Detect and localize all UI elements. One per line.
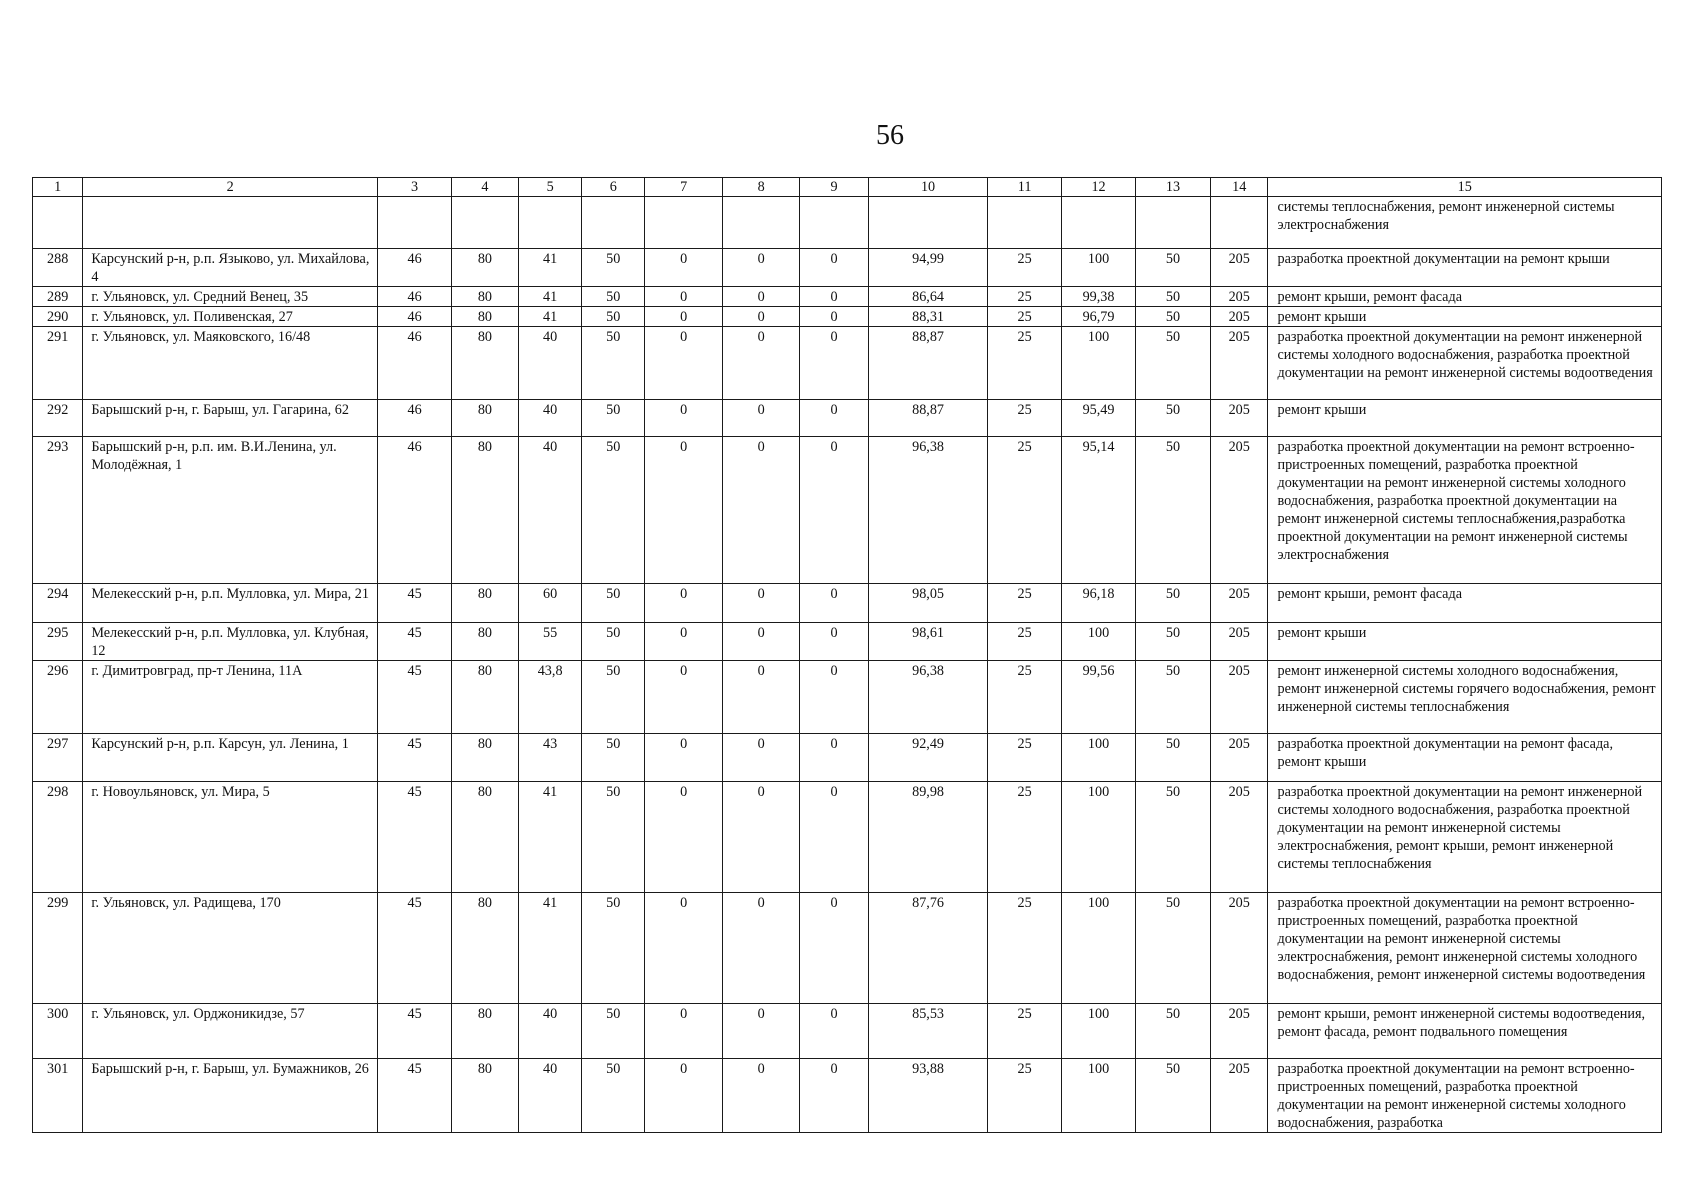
row-number-cell: 298 — [33, 782, 83, 893]
value-col-11-cell: 25 — [988, 1059, 1062, 1133]
address-cell: Барышский р-н, г. Барыш, ул. Бумажников, 26 — [83, 1059, 378, 1133]
value-col-6-cell: 50 — [582, 893, 645, 1004]
value-col-12-cell: 96,18 — [1062, 584, 1136, 623]
row-number-cell: 301 — [33, 1059, 83, 1133]
value-col-12-cell: 100 — [1062, 249, 1136, 287]
value-col-11-cell: 25 — [988, 734, 1062, 782]
address-cell: Карсунский р-н, р.п. Карсун, ул. Ленина, 1 — [83, 734, 378, 782]
table-row — [33, 1004, 1662, 1059]
value-col-12-cell — [1062, 197, 1136, 249]
value-col-14-cell: 205 — [1210, 661, 1268, 734]
value-col-9-cell: 0 — [800, 249, 869, 287]
header-row — [33, 178, 1662, 197]
program-table — [32, 177, 1662, 1133]
row-number-cell: 300 — [33, 1004, 83, 1059]
value-col-5-cell: 40 — [518, 400, 582, 437]
value-col-4-cell: 80 — [452, 307, 519, 327]
row-number-cell: 294 — [33, 584, 83, 623]
value-col-14-cell: 205 — [1210, 1059, 1268, 1133]
value-col-11-cell: 25 — [988, 327, 1062, 400]
header-col-3: 3 — [378, 178, 452, 197]
value-col-3-cell: 45 — [378, 661, 452, 734]
table-row — [33, 893, 1662, 1004]
header-col-4: 4 — [452, 178, 519, 197]
row-number-cell: 296 — [33, 661, 83, 734]
value-col-7-cell: 0 — [645, 661, 723, 734]
value-col-5-cell: 41 — [518, 287, 582, 307]
value-col-14-cell: 205 — [1210, 584, 1268, 623]
value-col-9-cell: 0 — [800, 623, 869, 661]
value-col-5-cell: 40 — [518, 327, 582, 400]
table-row — [33, 400, 1662, 437]
address-cell: Карсунский р-н, р.п. Языково, ул. Михайлова, 4 — [83, 249, 378, 287]
page-number: 56 — [876, 120, 904, 151]
header-col-7: 7 — [645, 178, 723, 197]
value-col-5-cell — [518, 197, 582, 249]
value-col-10-cell: 85,53 — [868, 1004, 987, 1059]
value-col-7-cell — [645, 197, 723, 249]
row-number-cell: 299 — [33, 893, 83, 1004]
value-col-4-cell: 80 — [452, 893, 519, 1004]
table-row — [33, 287, 1662, 307]
row-number-cell: 290 — [33, 307, 83, 327]
value-col-3-cell: 45 — [378, 893, 452, 1004]
value-col-8-cell — [723, 197, 800, 249]
value-col-13-cell: 50 — [1136, 437, 1211, 584]
value-col-10-cell: 88,31 — [868, 307, 987, 327]
value-col-8-cell: 0 — [723, 893, 800, 1004]
value-col-8-cell: 0 — [723, 782, 800, 893]
value-col-7-cell: 0 — [645, 623, 723, 661]
value-col-9-cell — [800, 197, 869, 249]
value-col-3-cell: 45 — [378, 1004, 452, 1059]
work-types-cell: ремонт крыши — [1268, 307, 1662, 327]
value-col-12-cell: 100 — [1062, 782, 1136, 893]
table-row — [33, 327, 1662, 400]
address-cell: Мелекесский р-н, р.п. Мулловка, ул. Клубная, 12 — [83, 623, 378, 661]
value-col-6-cell: 50 — [582, 1004, 645, 1059]
value-col-8-cell: 0 — [723, 1059, 800, 1133]
value-col-7-cell: 0 — [645, 287, 723, 307]
header-col-15: 15 — [1268, 178, 1662, 197]
value-col-3-cell: 45 — [378, 734, 452, 782]
value-col-11-cell: 25 — [988, 400, 1062, 437]
value-col-11-cell: 25 — [988, 307, 1062, 327]
address-cell: Барышский р-н, р.п. им. В.И.Ленина, ул. Молодёжная, 1 — [83, 437, 378, 584]
value-col-11-cell: 25 — [988, 623, 1062, 661]
value-col-3-cell: 46 — [378, 437, 452, 584]
value-col-10-cell: 93,88 — [868, 1059, 987, 1133]
table-row — [33, 734, 1662, 782]
value-col-3-cell — [378, 197, 452, 249]
work-types-cell: ремонт крыши — [1268, 400, 1662, 437]
value-col-11-cell: 25 — [988, 661, 1062, 734]
value-col-8-cell: 0 — [723, 307, 800, 327]
value-col-9-cell: 0 — [800, 584, 869, 623]
value-col-4-cell: 80 — [452, 1059, 519, 1133]
header-col-14: 14 — [1210, 178, 1268, 197]
value-col-14-cell: 205 — [1210, 327, 1268, 400]
value-col-13-cell: 50 — [1136, 1004, 1211, 1059]
value-col-12-cell: 100 — [1062, 734, 1136, 782]
value-col-9-cell: 0 — [800, 734, 869, 782]
value-col-14-cell: 205 — [1210, 287, 1268, 307]
work-types-cell: разработка проектной документации на ремонт инженерной системы холодного водоснабжения, разработка проектной документации на ремонт инженерной системы электроснабжения, ремонт крыши, ремонт инженерной системы теплоснабжения — [1268, 782, 1662, 893]
work-types-cell: ремонт инженерной системы холодного водоснабжения, ремонт инженерной системы горячего водоснабжения, ремонт инженерной системы теплоснабжения — [1268, 661, 1662, 734]
value-col-7-cell: 0 — [645, 734, 723, 782]
value-col-10-cell: 88,87 — [868, 400, 987, 437]
value-col-5-cell: 43 — [518, 734, 582, 782]
value-col-8-cell: 0 — [723, 287, 800, 307]
table-row — [33, 307, 1662, 327]
value-col-10-cell: 98,61 — [868, 623, 987, 661]
address-cell: Барышский р-н, г. Барыш, ул. Гагарина, 62 — [83, 400, 378, 437]
value-col-10-cell: 87,76 — [868, 893, 987, 1004]
work-types-cell: ремонт крыши, ремонт фасада — [1268, 584, 1662, 623]
value-col-13-cell: 50 — [1136, 734, 1211, 782]
value-col-14-cell: 205 — [1210, 1004, 1268, 1059]
value-col-11-cell: 25 — [988, 893, 1062, 1004]
address-cell: г. Димитровград, пр-т Ленина, 11А — [83, 661, 378, 734]
row-number-cell: 288 — [33, 249, 83, 287]
value-col-10-cell — [868, 197, 987, 249]
value-col-10-cell: 89,98 — [868, 782, 987, 893]
value-col-13-cell: 50 — [1136, 584, 1211, 623]
value-col-7-cell: 0 — [645, 437, 723, 584]
value-col-6-cell: 50 — [582, 327, 645, 400]
address-cell: г. Ульяновск, ул. Маяковского, 16/48 — [83, 327, 378, 400]
work-types-cell: разработка проектной документации на ремонт встроенно-пристроенных помещений, разработка проектной документации на ремонт инженерной системы холодного водоснабжения, разработка проектной документации на ремонт инженерной системы теплоснабжения,разработка проектной документации на ремонт инженерной системы электроснабжения — [1268, 437, 1662, 584]
value-col-13-cell: 50 — [1136, 661, 1211, 734]
value-col-10-cell: 94,99 — [868, 249, 987, 287]
value-col-8-cell: 0 — [723, 734, 800, 782]
header-col-12: 12 — [1062, 178, 1136, 197]
value-col-12-cell: 100 — [1062, 327, 1136, 400]
row-number-cell: 297 — [33, 734, 83, 782]
value-col-12-cell: 99,38 — [1062, 287, 1136, 307]
value-col-6-cell: 50 — [582, 584, 645, 623]
table-row — [33, 782, 1662, 893]
value-col-8-cell: 0 — [723, 327, 800, 400]
value-col-9-cell: 0 — [800, 307, 869, 327]
value-col-5-cell: 40 — [518, 1059, 582, 1133]
value-col-4-cell: 80 — [452, 249, 519, 287]
table-row — [33, 249, 1662, 287]
value-col-9-cell: 0 — [800, 400, 869, 437]
value-col-7-cell: 0 — [645, 1004, 723, 1059]
table-row — [33, 197, 1662, 249]
value-col-11-cell: 25 — [988, 584, 1062, 623]
value-col-14-cell: 205 — [1210, 734, 1268, 782]
value-col-6-cell: 50 — [582, 400, 645, 437]
work-types-cell: разработка проектной документации на ремонт инженерной системы холодного водоснабжения, разработка проектной документации на ремонт инженерной системы водоотведения — [1268, 327, 1662, 400]
value-col-6-cell: 50 — [582, 249, 645, 287]
value-col-10-cell: 86,64 — [868, 287, 987, 307]
value-col-7-cell: 0 — [645, 1059, 723, 1133]
value-col-3-cell: 46 — [378, 327, 452, 400]
value-col-10-cell: 98,05 — [868, 584, 987, 623]
value-col-6-cell: 50 — [582, 1059, 645, 1133]
address-cell: г. Ульяновск, ул. Средний Венец, 35 — [83, 287, 378, 307]
value-col-6-cell: 50 — [582, 307, 645, 327]
value-col-8-cell: 0 — [723, 437, 800, 584]
value-col-13-cell: 50 — [1136, 249, 1211, 287]
value-col-12-cell: 95,49 — [1062, 400, 1136, 437]
value-col-9-cell: 0 — [800, 1004, 869, 1059]
value-col-5-cell: 60 — [518, 584, 582, 623]
value-col-3-cell: 45 — [378, 623, 452, 661]
address-cell: г. Ульяновск, ул. Орджоникидзе, 57 — [83, 1004, 378, 1059]
value-col-7-cell: 0 — [645, 400, 723, 437]
table-row — [33, 661, 1662, 734]
row-number-cell: 289 — [33, 287, 83, 307]
value-col-6-cell: 50 — [582, 661, 645, 734]
value-col-6-cell: 50 — [582, 623, 645, 661]
value-col-8-cell: 0 — [723, 661, 800, 734]
row-number-cell — [33, 197, 83, 249]
value-col-5-cell: 55 — [518, 623, 582, 661]
value-col-4-cell: 80 — [452, 782, 519, 893]
value-col-5-cell: 40 — [518, 437, 582, 584]
value-col-10-cell: 88,87 — [868, 327, 987, 400]
row-number-cell: 291 — [33, 327, 83, 400]
value-col-4-cell: 80 — [452, 584, 519, 623]
value-col-13-cell: 50 — [1136, 307, 1211, 327]
value-col-12-cell: 100 — [1062, 623, 1136, 661]
value-col-11-cell: 25 — [988, 249, 1062, 287]
table-row — [33, 1059, 1662, 1133]
value-col-5-cell: 41 — [518, 782, 582, 893]
value-col-3-cell: 46 — [378, 400, 452, 437]
address-cell: г. Ульяновск, ул. Радищева, 170 — [83, 893, 378, 1004]
value-col-11-cell: 25 — [988, 782, 1062, 893]
work-types-cell: ремонт крыши, ремонт инженерной системы водоотведения, ремонт фасада, ремонт подвального помещения — [1268, 1004, 1662, 1059]
value-col-14-cell: 205 — [1210, 893, 1268, 1004]
value-col-5-cell: 41 — [518, 307, 582, 327]
value-col-7-cell: 0 — [645, 893, 723, 1004]
value-col-13-cell: 50 — [1136, 893, 1211, 1004]
value-col-14-cell — [1210, 197, 1268, 249]
value-col-4-cell — [452, 197, 519, 249]
header-col-13: 13 — [1136, 178, 1211, 197]
value-col-4-cell: 80 — [452, 400, 519, 437]
table-row — [33, 584, 1662, 623]
value-col-12-cell: 96,79 — [1062, 307, 1136, 327]
value-col-3-cell: 46 — [378, 249, 452, 287]
value-col-12-cell: 95,14 — [1062, 437, 1136, 584]
header-col-8: 8 — [723, 178, 800, 197]
address-cell: Мелекесский р-н, р.п. Мулловка, ул. Мира, 21 — [83, 584, 378, 623]
value-col-8-cell: 0 — [723, 400, 800, 437]
value-col-3-cell: 46 — [378, 287, 452, 307]
value-col-5-cell: 43,8 — [518, 661, 582, 734]
address-cell: г. Новоульяновск, ул. Мира, 5 — [83, 782, 378, 893]
work-types-cell: ремонт крыши — [1268, 623, 1662, 661]
value-col-10-cell: 96,38 — [868, 437, 987, 584]
value-col-4-cell: 80 — [452, 437, 519, 584]
value-col-14-cell: 205 — [1210, 623, 1268, 661]
value-col-14-cell: 205 — [1210, 249, 1268, 287]
value-col-9-cell: 0 — [800, 437, 869, 584]
value-col-10-cell: 96,38 — [868, 661, 987, 734]
header-col-2: 2 — [83, 178, 378, 197]
value-col-9-cell: 0 — [800, 893, 869, 1004]
value-col-8-cell: 0 — [723, 623, 800, 661]
table-body — [33, 178, 1662, 1133]
value-col-5-cell: 41 — [518, 893, 582, 1004]
value-col-3-cell: 45 — [378, 584, 452, 623]
value-col-9-cell: 0 — [800, 327, 869, 400]
value-col-5-cell: 41 — [518, 249, 582, 287]
work-types-cell: разработка проектной документации на ремонт фасада, ремонт крыши — [1268, 734, 1662, 782]
work-types-cell: системы теплоснабжения, ремонт инженерной системы электроснабжения — [1268, 197, 1662, 249]
value-col-9-cell: 0 — [800, 287, 869, 307]
row-number-cell: 292 — [33, 400, 83, 437]
value-col-7-cell: 0 — [645, 307, 723, 327]
header-col-6: 6 — [582, 178, 645, 197]
value-col-12-cell: 100 — [1062, 893, 1136, 1004]
header-col-9: 9 — [800, 178, 869, 197]
value-col-14-cell: 205 — [1210, 400, 1268, 437]
value-col-14-cell: 205 — [1210, 782, 1268, 893]
value-col-11-cell: 25 — [988, 437, 1062, 584]
value-col-14-cell: 205 — [1210, 307, 1268, 327]
value-col-4-cell: 80 — [452, 623, 519, 661]
value-col-9-cell: 0 — [800, 1059, 869, 1133]
value-col-7-cell: 0 — [645, 782, 723, 893]
value-col-8-cell: 0 — [723, 249, 800, 287]
value-col-3-cell: 46 — [378, 307, 452, 327]
value-col-12-cell: 100 — [1062, 1004, 1136, 1059]
address-cell: г. Ульяновск, ул. Поливенская, 27 — [83, 307, 378, 327]
work-types-cell: разработка проектной документации на ремонт крыши — [1268, 249, 1662, 287]
value-col-11-cell — [988, 197, 1062, 249]
work-types-cell: разработка проектной документации на ремонт встроенно-пристроенных помещений, разработка проектной документации на ремонт инженерной системы электроснабжения, ремонт инженерной системы холодного водоснабжения, ремонт инженерной системы водоотведения — [1268, 893, 1662, 1004]
value-col-3-cell: 45 — [378, 782, 452, 893]
value-col-11-cell: 25 — [988, 1004, 1062, 1059]
row-number-cell: 293 — [33, 437, 83, 584]
value-col-9-cell: 0 — [800, 782, 869, 893]
value-col-6-cell: 50 — [582, 782, 645, 893]
value-col-11-cell: 25 — [988, 287, 1062, 307]
table-row — [33, 623, 1662, 661]
value-col-7-cell: 0 — [645, 327, 723, 400]
value-col-3-cell: 45 — [378, 1059, 452, 1133]
value-col-5-cell: 40 — [518, 1004, 582, 1059]
value-col-4-cell: 80 — [452, 287, 519, 307]
header-col-10: 10 — [868, 178, 987, 197]
value-col-13-cell: 50 — [1136, 623, 1211, 661]
value-col-6-cell: 50 — [582, 287, 645, 307]
work-types-cell: ремонт крыши, ремонт фасада — [1268, 287, 1662, 307]
value-col-4-cell: 80 — [452, 661, 519, 734]
value-col-8-cell: 0 — [723, 1004, 800, 1059]
value-col-12-cell: 99,56 — [1062, 661, 1136, 734]
value-col-6-cell — [582, 197, 645, 249]
value-col-13-cell: 50 — [1136, 287, 1211, 307]
value-col-13-cell — [1136, 197, 1211, 249]
value-col-4-cell: 80 — [452, 734, 519, 782]
value-col-6-cell: 50 — [582, 734, 645, 782]
value-col-9-cell: 0 — [800, 661, 869, 734]
row-number-cell: 295 — [33, 623, 83, 661]
value-col-13-cell: 50 — [1136, 400, 1211, 437]
work-types-cell: разработка проектной документации на ремонт встроенно-пристроенных помещений, разработка проектной документации на ремонт инженерной системы холодного водоснабжения, разработка — [1268, 1059, 1662, 1133]
header-col-1: 1 — [33, 178, 83, 197]
value-col-13-cell: 50 — [1136, 327, 1211, 400]
value-col-4-cell: 80 — [452, 1004, 519, 1059]
value-col-13-cell: 50 — [1136, 782, 1211, 893]
value-col-13-cell: 50 — [1136, 1059, 1211, 1133]
value-col-7-cell: 0 — [645, 584, 723, 623]
address-cell — [83, 197, 378, 249]
value-col-10-cell: 92,49 — [868, 734, 987, 782]
value-col-6-cell: 50 — [582, 437, 645, 584]
header-col-11: 11 — [988, 178, 1062, 197]
value-col-4-cell: 80 — [452, 327, 519, 400]
header-col-5: 5 — [518, 178, 582, 197]
value-col-14-cell: 205 — [1210, 437, 1268, 584]
value-col-12-cell: 100 — [1062, 1059, 1136, 1133]
value-col-7-cell: 0 — [645, 249, 723, 287]
table-row — [33, 437, 1662, 584]
value-col-8-cell: 0 — [723, 584, 800, 623]
